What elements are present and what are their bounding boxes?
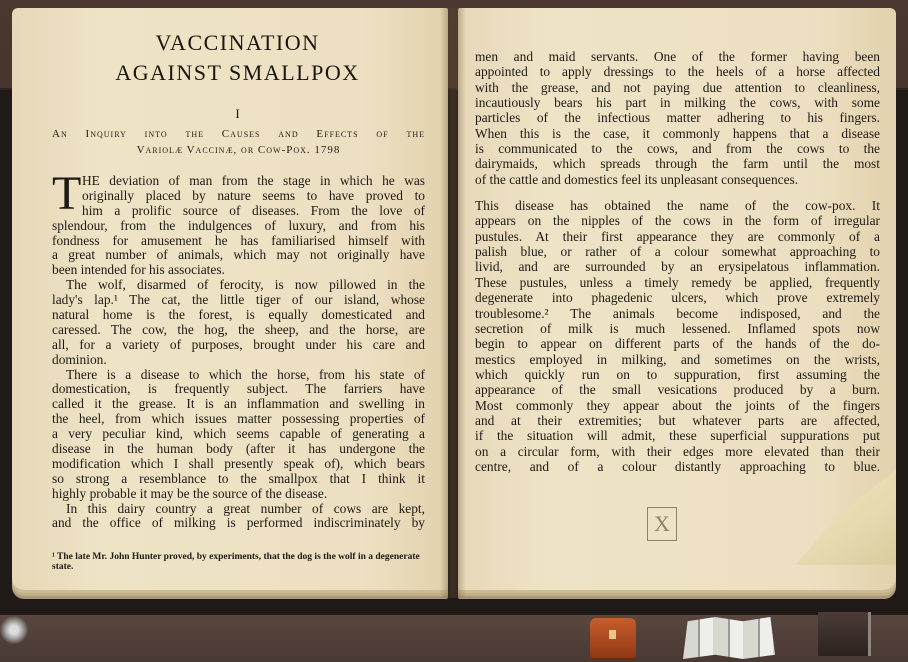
text-line: been intended for his associates. [52, 262, 225, 278]
text-line: is communicated to the cows, and from the cows to the [475, 141, 880, 157]
text-line: incautiously bears his part in milking the cows, with some [475, 95, 880, 111]
text-line: all, for a variety of purposes, brought under his care and [52, 336, 425, 352]
map-icon[interactable] [683, 617, 775, 659]
footnote: ¹ The late Mr. John Hunter proved, by experiments, that the dog is the wolf in a degenerate state. [52, 552, 420, 572]
text-line: dairymaids, which spreads through the farm until the most [475, 156, 880, 172]
satchel-icon[interactable] [590, 618, 636, 660]
text-line: a very peculiar kind, which seems capable of generating a [52, 426, 425, 442]
text-line: livid, and are surrounded by an erysipelatous inflammation. [475, 259, 880, 275]
text-line: called it the grease. It is an inflammation and swelling in [52, 396, 425, 412]
text-line: domestication, is frequently subject. The farriers have [52, 381, 425, 397]
text-line: originally placed by nature seems to have proved to [82, 187, 425, 203]
text-line: Most commonly they appear about the joints of the fingers [475, 397, 880, 413]
text-line: appearance of the small vesications produced by a burn. [475, 382, 880, 398]
text-line: and at their extremities; but whatever parts are affected, [475, 412, 880, 428]
text-line: degenerate into phagedenic ulcers, which prove extremely [475, 290, 880, 306]
text-line: modification which I shall presently speak of), which bears [52, 455, 425, 471]
text-line: a great number of animals, which may not originally have [52, 247, 425, 263]
text-line: natural home is the forest, is equally domesticated and [52, 307, 425, 323]
text-line: These pustules, unless a timely remedy be applied, frequently [475, 274, 880, 290]
text-line: troublesome.² The animals become indisposed, and the [475, 305, 880, 321]
text-line: centre, and of a colour distantly approaching to blue. [475, 458, 880, 474]
text-line: palish blue, or rather of a colour somewhat approaching to [475, 244, 880, 260]
text-line: appointed to apply dressings to the heels of a horse affected [475, 64, 880, 80]
right-page-text [475, 49, 880, 474]
text-line: caressed. The cow, the hog, the sheep, and the horse, are [52, 321, 425, 337]
text-line: the heel, from which issues matter possessing properties of [52, 411, 425, 427]
left-page-text [52, 174, 425, 531]
book-gutter [440, 8, 466, 598]
text-line: pustules. At their first appearance they are commonly of a [475, 228, 880, 244]
text-line: on a circular form, with their edges more elevated than their [475, 443, 880, 459]
paragraph-gap [475, 187, 880, 198]
text-line: him a prolific source of diseases. From the love of [82, 202, 425, 218]
text-line: and the office of milking is performed indiscriminately by [52, 515, 425, 531]
chapter-number: I [235, 106, 240, 121]
text-line: mestics employed in milking, and sometimes on the wrists, [475, 351, 880, 367]
drop-cap: T [52, 167, 82, 220]
journal-icon[interactable] [818, 612, 871, 656]
text-line: HE deviation of man from the stage in which he was [82, 173, 425, 188]
chapter-subtitle-line-1: An Inquiry into the Causes and Effects of the [52, 128, 425, 140]
text-line: if the situation will admit, these superficial suppurations put [475, 428, 880, 444]
text-line: dominion. [52, 351, 107, 367]
book-title-line-1: VACCINATION [155, 30, 320, 55]
text-line: men and maid servants. One of the former having been [475, 49, 880, 64]
text-line: lady's lap.¹ The cat, the little tiger of our island, whose [52, 292, 425, 308]
text-line: appears on the nipples of the cows in the form of irregular [475, 213, 880, 229]
text-line: splendour, from the indulgences of luxury, and from his [52, 217, 425, 233]
text-line: This disease has obtained the name of the cow-pox. It [475, 198, 880, 214]
text-line: fondness for amusement he has familiarised himself with [52, 232, 425, 248]
text-line: In this dairy country a great number of cows are kept, [66, 500, 425, 516]
book-title-line-2: AGAINST SMALLPOX [115, 60, 360, 85]
text-line: highly probable it may be the source of the disease. [52, 485, 328, 501]
text-line: There is a disease to which the horse, from his state of [66, 366, 425, 382]
text-line: disease in the human body (after it has undergone the [52, 441, 425, 457]
page-number: X [647, 507, 677, 541]
chapter-subtitle-line-2: Variolæ Vaccinæ, or Cow-Pox. 1798 [136, 144, 341, 156]
text-line: of the cattle and domestics feel its unpleasant consequences. [475, 171, 799, 187]
text-line: so strong a resemblance to the smallpox that I think it [52, 470, 425, 486]
text-line: particles of the infectious matter adhering to his fingers. [475, 110, 880, 126]
text-line: The wolf, disarmed of ferocity, is now pillowed in the [66, 277, 425, 293]
text-line: When this is the case, it commonly happens that a disease [475, 125, 880, 141]
text-line: begin to appear on different parts of the hands of the do- [475, 336, 880, 352]
text-line: with the grease, and not paying due attention to cleanliness, [475, 79, 880, 95]
text-line: secretion of milk is much lessened. Inflamed spots now [475, 320, 880, 336]
feather-icon[interactable] [0, 615, 28, 645]
text-line: which quickly run on to suppuration, first assuming the [475, 366, 880, 382]
